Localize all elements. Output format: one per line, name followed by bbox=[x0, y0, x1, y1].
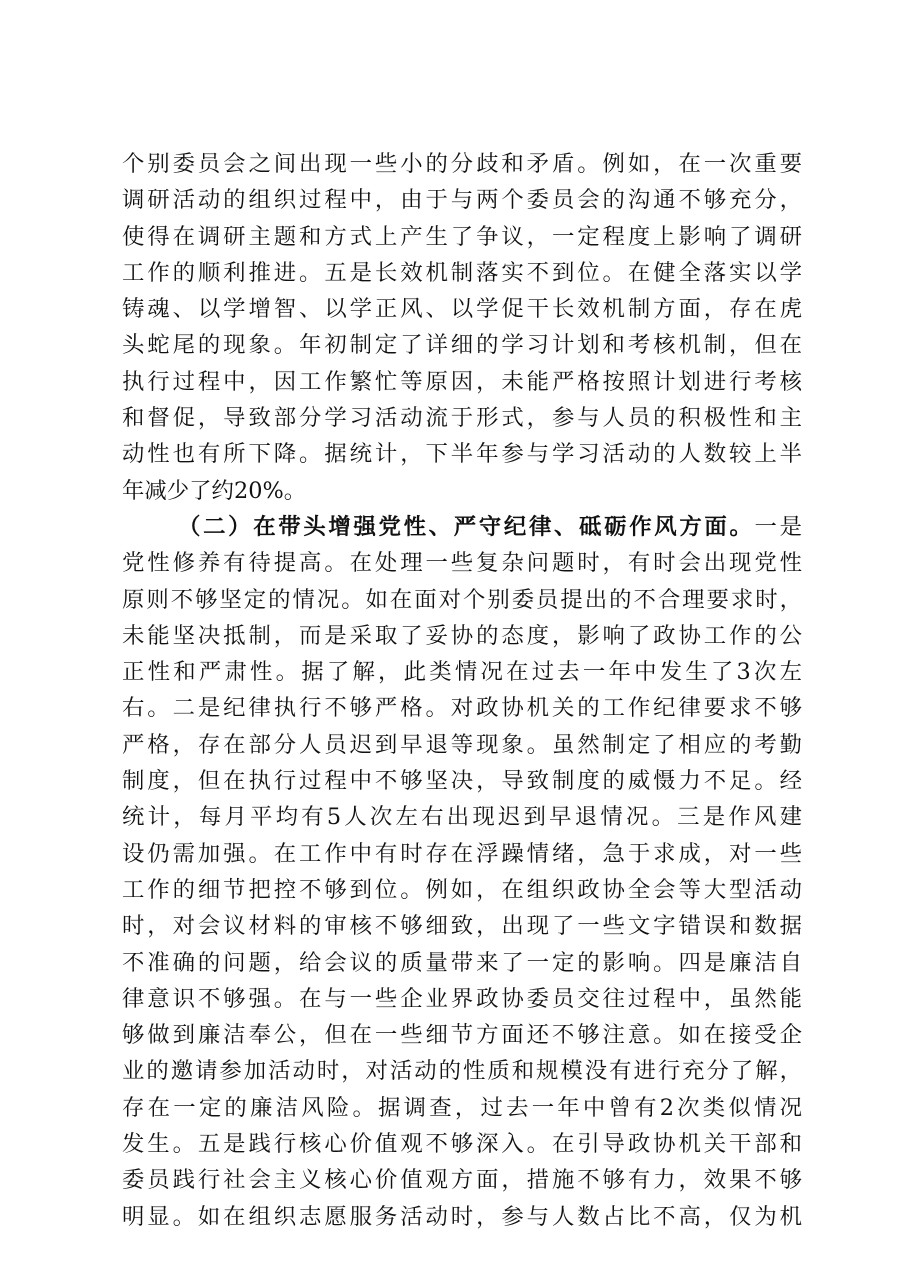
text-line: 正性和严肃性。据了解，此类情况在过去一年中发生了3次左 bbox=[122, 659, 802, 686]
text-line: 律意识不够强。在与一些企业界政协委员交往过程中，虽然能 bbox=[122, 985, 802, 1012]
text-line: 够做到廉洁奉公，但在一些细节方面还不够注意。如在接受企 bbox=[122, 1022, 802, 1049]
text-line: 和督促，导致部分学习活动流于形式，参与人员的积极性和主 bbox=[122, 405, 802, 432]
section-heading: （二）在带头增强党性、严守纪律、砥砺作风方面。 bbox=[178, 513, 755, 540]
text-line: 存在一定的廉洁风险。据调查，过去一年中曾有2次类似情况 bbox=[122, 1094, 802, 1121]
text-line: 执行过程中，因工作繁忙等原因，未能严格按照计划进行考核 bbox=[122, 368, 802, 395]
text-line: 时，对会议材料的审核不够细致，出现了一些文字错误和数据 bbox=[122, 913, 802, 940]
text-line: 不准确的问题，给会议的质量带来了一定的影响。四是廉洁自 bbox=[122, 949, 802, 976]
text-line: 年减少了约20%。 bbox=[122, 477, 307, 504]
paragraph-2 bbox=[122, 509, 802, 1235]
text-line: 动性也有所下降。据统计，下半年参与学习活动的人数较上半 bbox=[122, 441, 802, 468]
text-line: 统计，每月平均有5人次左右出现迟到早退情况。三是作风建 bbox=[122, 804, 802, 831]
text-line: 未能坚决抵制，而是采取了妥协的态度，影响了政协工作的公 bbox=[122, 622, 802, 649]
paragraph-heading-line bbox=[122, 509, 802, 545]
text-line: 铸魂、以学增智、以学正风、以学促干长效机制方面，存在虎 bbox=[122, 296, 802, 323]
text-line: 工作的顺利推进。五是长效机制落实不到位。在健全落实以学 bbox=[122, 259, 802, 286]
text-line: 个别委员会之间出现一些小的分歧和矛盾。例如，在一次重要 bbox=[122, 151, 802, 177]
text-line: 原则不够坚定的情况。如在面对个别委员提出的不合理要求时， bbox=[122, 586, 802, 613]
text-line: 发生。五是践行核心价值观不够深入。在引导政协机关干部和 bbox=[122, 1131, 802, 1158]
text-run: 一是 bbox=[754, 513, 802, 540]
text-line: 使得在调研主题和方式上产生了争议，一定程度上影响了调研 bbox=[122, 223, 802, 250]
paragraph-1 bbox=[122, 146, 802, 509]
text-line: 设仍需加强。在工作中有时存在浮躁情绪，急于求成，对一些 bbox=[122, 840, 802, 867]
document-body bbox=[122, 146, 802, 1235]
text-line: 工作的细节把控不够到位。例如，在组织政协全会等大型活动 bbox=[122, 876, 802, 903]
text-line: 党性修养有待提高。在处理一些复杂问题时，有时会出现党性 bbox=[122, 550, 802, 577]
text-line: 右。二是纪律执行不够严格。对政协机关的工作纪律要求不够 bbox=[122, 695, 802, 722]
text-line: 严格，存在部分人员迟到早退等现象。虽然制定了相应的考勤 bbox=[122, 731, 802, 758]
text-line: 业的邀请参加活动时，对活动的性质和规模没有进行充分了解， bbox=[122, 1058, 802, 1085]
text-line: 头蛇尾的现象。年初制定了详细的学习计划和考核机制，但在 bbox=[122, 332, 802, 359]
text-line: 委员践行社会主义核心价值观方面，措施不够有力，效果不够 bbox=[122, 1167, 802, 1194]
text-line: 调研活动的组织过程中，由于与两个委员会的沟通不够充分， bbox=[122, 187, 802, 214]
text-line: 制度，但在执行过程中不够坚决，导致制度的威慑力不足。经 bbox=[122, 768, 802, 795]
text-line: 明显。如在组织志愿服务活动时，参与人数占比不高，仅为机 bbox=[122, 1203, 802, 1230]
